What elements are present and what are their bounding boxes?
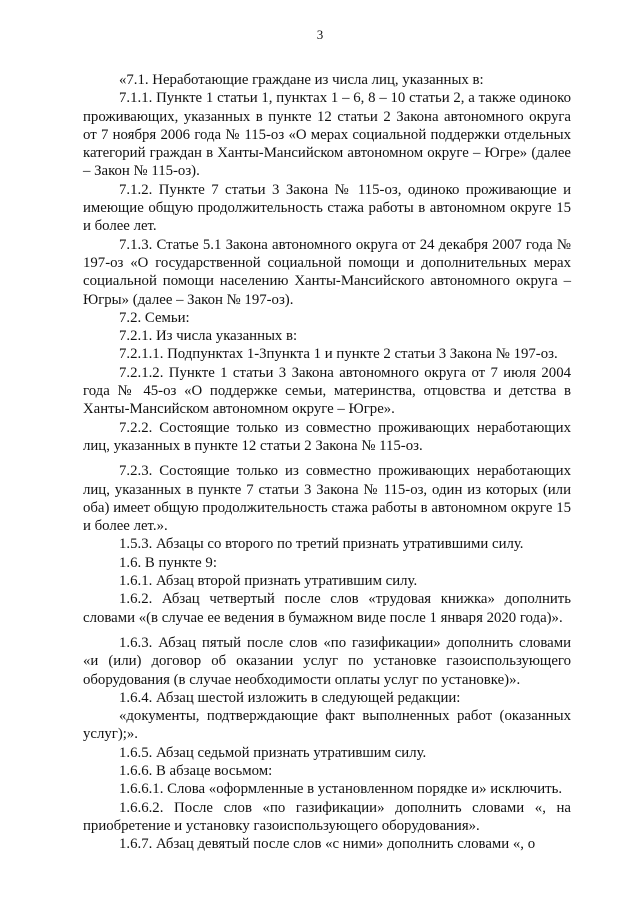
page-number: 3 [316, 27, 324, 42]
paragraph: «документы, подтверждающие факт выполненных работ (оказанных услуг);». [83, 708, 571, 743]
paragraph: 1.6.7. Абзац девятый после слов «с ними» дополнить словами «, о [119, 836, 536, 853]
paragraph: 7.1.2. Пункте 7 статьи 3 Закона № 115-оз, одиноко проживающие и имеющие общую продолжительность стажа работы в автономном округе 15 и более лет. [83, 181, 571, 235]
paragraph: 1.6.3. Абзац пятый после слов «по газификации» дополнить словами «и (или) договор об оказании услуг по установке газоиспользующего оборудования (в случае необходимости оплаты услуг по установке)». [83, 634, 571, 688]
paragraph: 1.6.1. Абзац второй признать утратившим силу. [119, 573, 418, 590]
paragraph: 7.2.1.2. Пункте 1 статьи 3 Закона автономного округа от 7 июля 2004 года № 45-оз «О поддержке семьи, материнства, отцовства и детства в Ханты-Мансийском автономном округе – Югре». [83, 364, 571, 418]
paragraph: 1.6. В пункте 9: [119, 554, 217, 571]
document-body [83, 71, 571, 853]
paragraph: 7.2.1. Из числа указанных в: [119, 328, 298, 345]
paragraph: 1.6.4. Абзац шестой изложить в следующей редакции: [119, 689, 461, 706]
paragraph: 7.2.2. Состоящие только из совместно проживающих неработающих лиц, указанных в пункте 12 статьи 2 Закона № 115-оз. [83, 419, 571, 454]
paragraph: 1.6.6. В абзаце восьмом: [119, 762, 273, 779]
paragraph: «7.1. Неработающие граждане из числа лиц, указанных в: [119, 72, 484, 88]
paragraph: 7.2. Семьи: [119, 309, 190, 326]
paragraph: 7.2.3. Состоящие только из совместно проживающих неработающих лиц, указанных в пункте 7 статьи 3 Закона № 115-оз, один из которых (или оба) имеет общую продолжительность стажа работы в автономном округе 15 и более лет.». [83, 463, 571, 535]
paragraph: 1.6.6.1. Слова «оформленные в установленном порядке и» исключить. [119, 781, 563, 798]
paragraph: 1.5.3. Абзацы со второго по третий признать утратившими силу. [119, 536, 524, 553]
paragraph: 1.6.2. Абзац четвертый после слов «трудовая книжка» дополнить словами «(в случае ее ведения в бумажном виде после 1 января 2020 года)». [83, 591, 571, 626]
paragraph: 7.1.3. Статье 5.1 Закона автономного округа от 24 декабря 2007 года № 197-оз «О государственной социальной помощи и дополнительных мерах социальной помощи населению Ханты-Мансийского автономного округа – Югры» (далее – Закон № 197-оз). [83, 236, 571, 308]
paragraph: 7.2.1.1. Подпунктах 1-3пункта 1 и пункте 2 статьи 3 Закона № 197-оз. [119, 346, 558, 363]
paragraph: 7.1.1. Пункте 1 статьи 1, пунктах 1 – 6, 8 – 10 статьи 2, а также одиноко проживающих, указанных в пункте 12 статьи 2 Закона автономного округа от 7 ноября 2006 года № 115-оз «О мерах социальной поддержки отдельных категорий граждан в Ханты-Мансийском автономном округе – Югре» (далее – Закон № 115-оз). [83, 90, 571, 180]
paragraph: 1.6.5. Абзац седьмой признать утратившим силу. [119, 744, 427, 761]
paragraph: 1.6.6.2. После слов «по газификации» дополнить словами «, на приобретение и установку газоиспользующего оборудования». [83, 799, 571, 834]
